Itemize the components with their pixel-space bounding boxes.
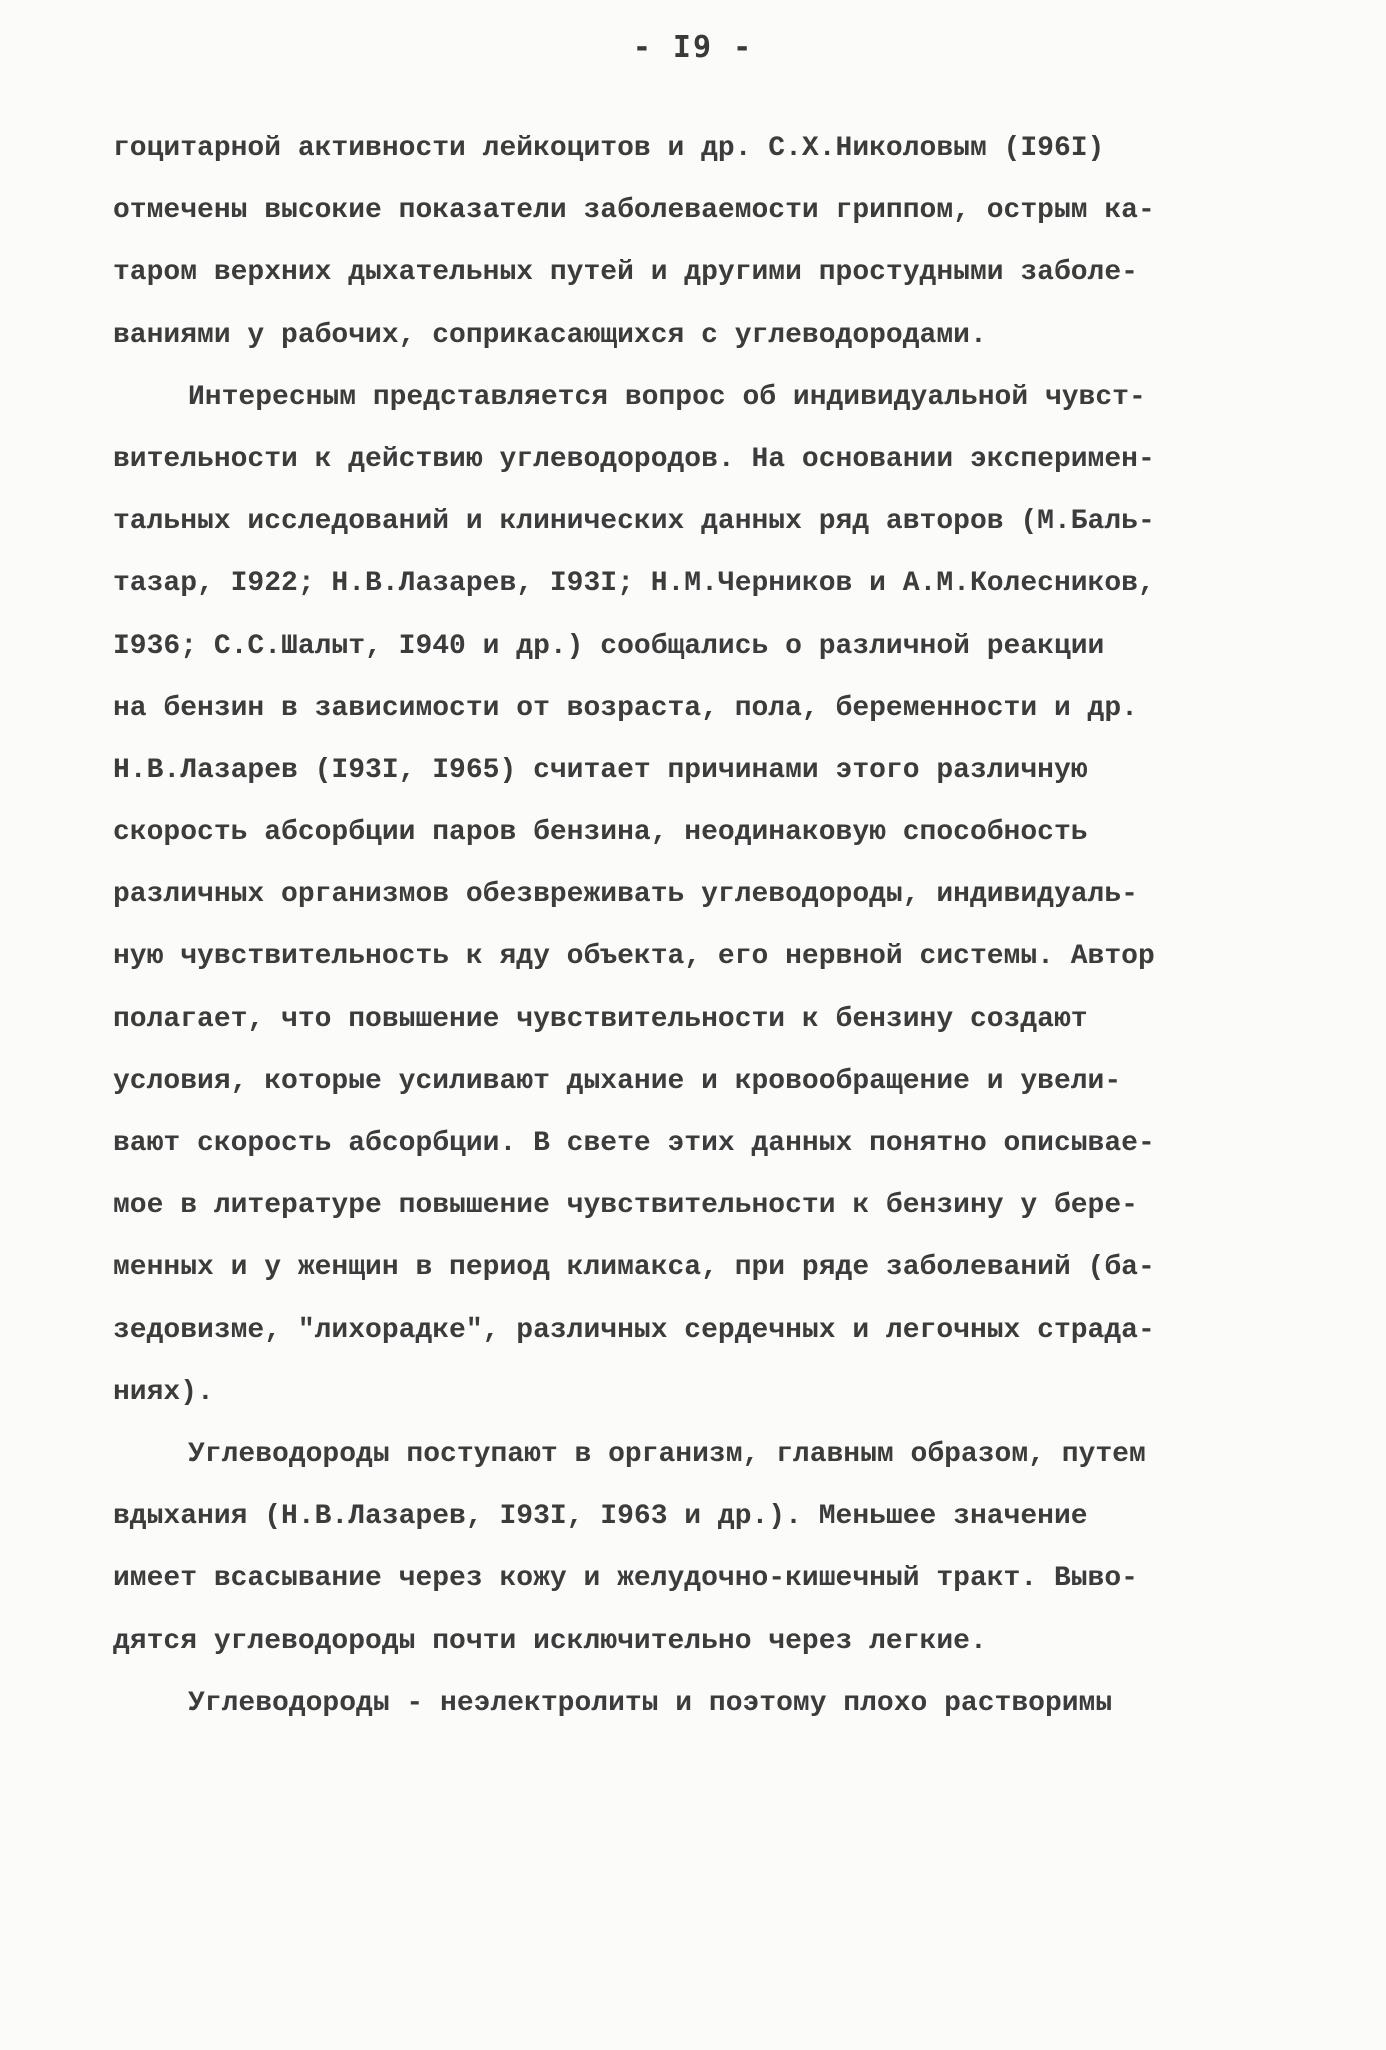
text-line: Углеводороды - неэлектролиты и поэтому плохо растворимы [188,1687,1113,1719]
text-line: Н.В.Лазарев (I93I, I965) считает причинами этого различную [113,754,1088,786]
paragraph [113,367,1283,1424]
text-line: имеет всасывание через кожу и желудочно-кишечный тракт. Выво- [113,1563,1138,1595]
text-line: дятся углеводороды почти исключительно через легкие. [113,1625,987,1657]
text-line: ниях). [113,1376,214,1408]
text-line: I936; С.С.Шалыт, I940 и др.) сообщались о различной реакции [113,630,1105,662]
text-line: таром верхних дыхательных путей и другими простудными заболе- [113,257,1138,289]
paragraph [113,118,1283,367]
text-line: менных и у женщин в период климакса, при ряде заболеваний (ба- [113,1252,1155,1284]
text-line: ную чувствительность к яду объекта, его нервной системы. Автор [113,941,1155,973]
text-line: ваниями у рабочих, соприкасающихся с углеводородами. [113,319,987,351]
text-line: условия, которые усиливают дыхание и кровообращение и увели- [113,1065,1122,1097]
text-line: тазар, I922; Н.В.Лазарев, I93I; Н.М.Черников и А.М.Колесников, [113,568,1155,600]
body-text [113,118,1283,1735]
paragraph [113,1424,1283,1673]
text-line: тальных исследований и клинических данных ряд авторов (М.Баль- [113,506,1155,538]
text-line: полагает, что повышение чувствительности к бензину создают [113,1003,1088,1035]
text-line: вают скорость абсорбции. В свете этих данных понятно описывае- [113,1128,1155,1159]
text-line: различных организмов обезвреживать углеводороды, индивидуаль- [113,879,1138,911]
paragraph [113,1673,1283,1735]
text-line: скорость абсорбции паров бензина, неодинаковую способность [113,817,1088,849]
text-line: Углеводороды поступают в организм, главным образом, путем [188,1438,1146,1470]
text-line: мое в литературе повышение чувствительности к бензину у бере- [113,1190,1138,1222]
text-line: зедовизме, "лихорадке", различных сердечных и легочных страда- [113,1314,1155,1346]
text-line: отмечены высокие показатели заболеваемости гриппом, острым ка- [113,195,1155,227]
text-line: вительности к действию углеводородов. На основании эксперимен- [113,443,1155,475]
page-number: - I9 - [632,30,754,65]
text-line: гоцитарной активности лейкоцитов и др. С.Х.Николовым (I96I) [113,133,1105,164]
text-line: на бензин в зависимости от возраста, пола, беременности и др. [113,692,1138,724]
text-line: Интересным представляется вопрос об индивидуальной чувст- [188,381,1146,413]
text-line: вдыхания (Н.В.Лазарев, I93I, I963 и др.). Меньшее значение [113,1501,1088,1533]
